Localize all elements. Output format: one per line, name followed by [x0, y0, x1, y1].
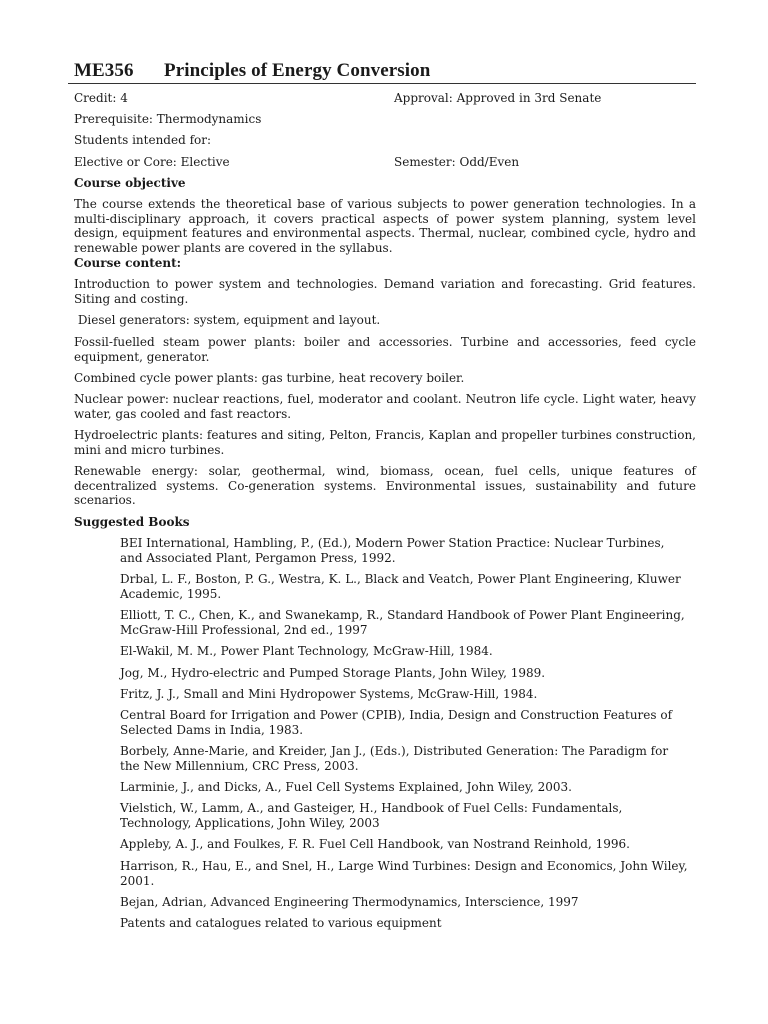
- students-text: Students intended for:: [74, 133, 212, 147]
- title-rule: [68, 83, 696, 84]
- approval-text: Approval: Approved in 3rd Senate: [394, 91, 602, 105]
- book-item: Vielstich, W., Lamm, A., and Gasteiger, H., Handbook of Fuel Cells: Fundamentals, Technology, Applications, John Wiley, 2003: [120, 801, 623, 830]
- prerequisite-text: Prerequisite: Thermodynamics: [74, 112, 262, 126]
- book-item: Fritz, J. J., Small and Mini Hydropower Systems, McGraw-Hill, 1984.: [120, 687, 538, 701]
- book-item: Drbal, L. F., Boston, P. G., Westra, K. L., Black and Veatch, Power Plant Engineering, Kluwer Academic, 1995.: [120, 572, 681, 601]
- content-paragraph: Fossil-fuelled steam power plants: boiler and accessories. Turbine and accessories, feed cycle equipment, generator.: [74, 335, 696, 364]
- objective-paragraph: The course extends the theoretical base of various subjects to power generation technologies. In a multi-disciplinary approach, it covers practical aspects of power system planning, system level design, equipment features and environmental aspects. Thermal, nuclear, combined cycle, hydro and renewable power plants are covered in the syllabus.: [74, 197, 696, 255]
- objective-heading: Course objective: [74, 176, 186, 190]
- book-item: Larminie, J., and Dicks, A., Fuel Cell Systems Explained, John Wiley, 2003.: [120, 780, 572, 794]
- content-paragraph: Combined cycle power plants: gas turbine, heat recovery boiler.: [74, 371, 465, 385]
- book-item: Patents and catalogues related to various equipment: [120, 916, 442, 930]
- book-item: BEI International, Hambling, P., (Ed.), Modern Power Station Practice: Nuclear Turbines, and Associated Plant, Pergamon Press, 1992.: [120, 536, 665, 565]
- course-title: [74, 60, 430, 82]
- content-paragraph: Nuclear power: nuclear reactions, fuel, moderator and coolant. Neutron life cycle. Light water, heavy water, gas cooled and fast reactors.: [74, 392, 696, 421]
- content-heading: Course content:: [74, 256, 182, 270]
- content-paragraph: Hydroelectric plants: features and siting, Pelton, Francis, Kaplan and propeller turbines construction, mini and micro turbines.: [74, 428, 696, 457]
- book-item: Borbely, Anne-Marie, and Kreider, Jan J., (Eds.), Distributed Generation: The Paradigm for the New Millennium, CRC Press, 2003.: [120, 744, 669, 773]
- content-paragraph: Introduction to power system and technologies. Demand variation and forecasting. Grid features. Siting and costing.: [74, 277, 696, 306]
- book-item: Central Board for Irrigation and Power (CPIB), India, Design and Construction Features of Selected Dams in India, 1983.: [120, 708, 673, 737]
- book-item: Elliott, T. C., Chen, K., and Swanekamp, R., Standard Handbook of Power Plant Engineering, McGraw-Hill Professional, 2nd ed., 1997: [120, 608, 685, 637]
- books-heading: Suggested Books: [74, 515, 190, 529]
- semester-text: Semester: Odd/Even: [394, 155, 520, 169]
- content-paragraph: Diesel generators: system, equipment and layout.: [74, 313, 381, 327]
- book-item: Harrison, R., Hau, E., and Snel, H., Large Wind Turbines: Design and Economics, John Wiley, 2001.: [120, 859, 688, 888]
- book-item: El-Wakil, M. M., Power Plant Technology, McGraw-Hill, 1984.: [120, 644, 493, 658]
- content-paragraph: Renewable energy: solar, geothermal, wind, biomass, ocean, fuel cells, unique features of decentralized systems. Co-generation systems. Environmental issues, sustainability and future scenarios.: [74, 464, 696, 507]
- course-code: ME356: [74, 60, 134, 81]
- book-item: Bejan, Adrian, Advanced Engineering Thermodynamics, Interscience, 1997: [120, 895, 579, 909]
- book-item: Jog, M., Hydro-electric and Pumped Storage Plants, John Wiley, 1989.: [120, 666, 546, 680]
- elective-text: Elective or Core: Elective: [74, 155, 230, 169]
- course-name: Principles of Energy Conversion: [164, 60, 431, 81]
- book-item: Appleby, A. J., and Foulkes, F. R. Fuel Cell Handbook, van Nostrand Reinhold, 1996.: [120, 837, 630, 851]
- credit-text: Credit: 4: [74, 91, 128, 105]
